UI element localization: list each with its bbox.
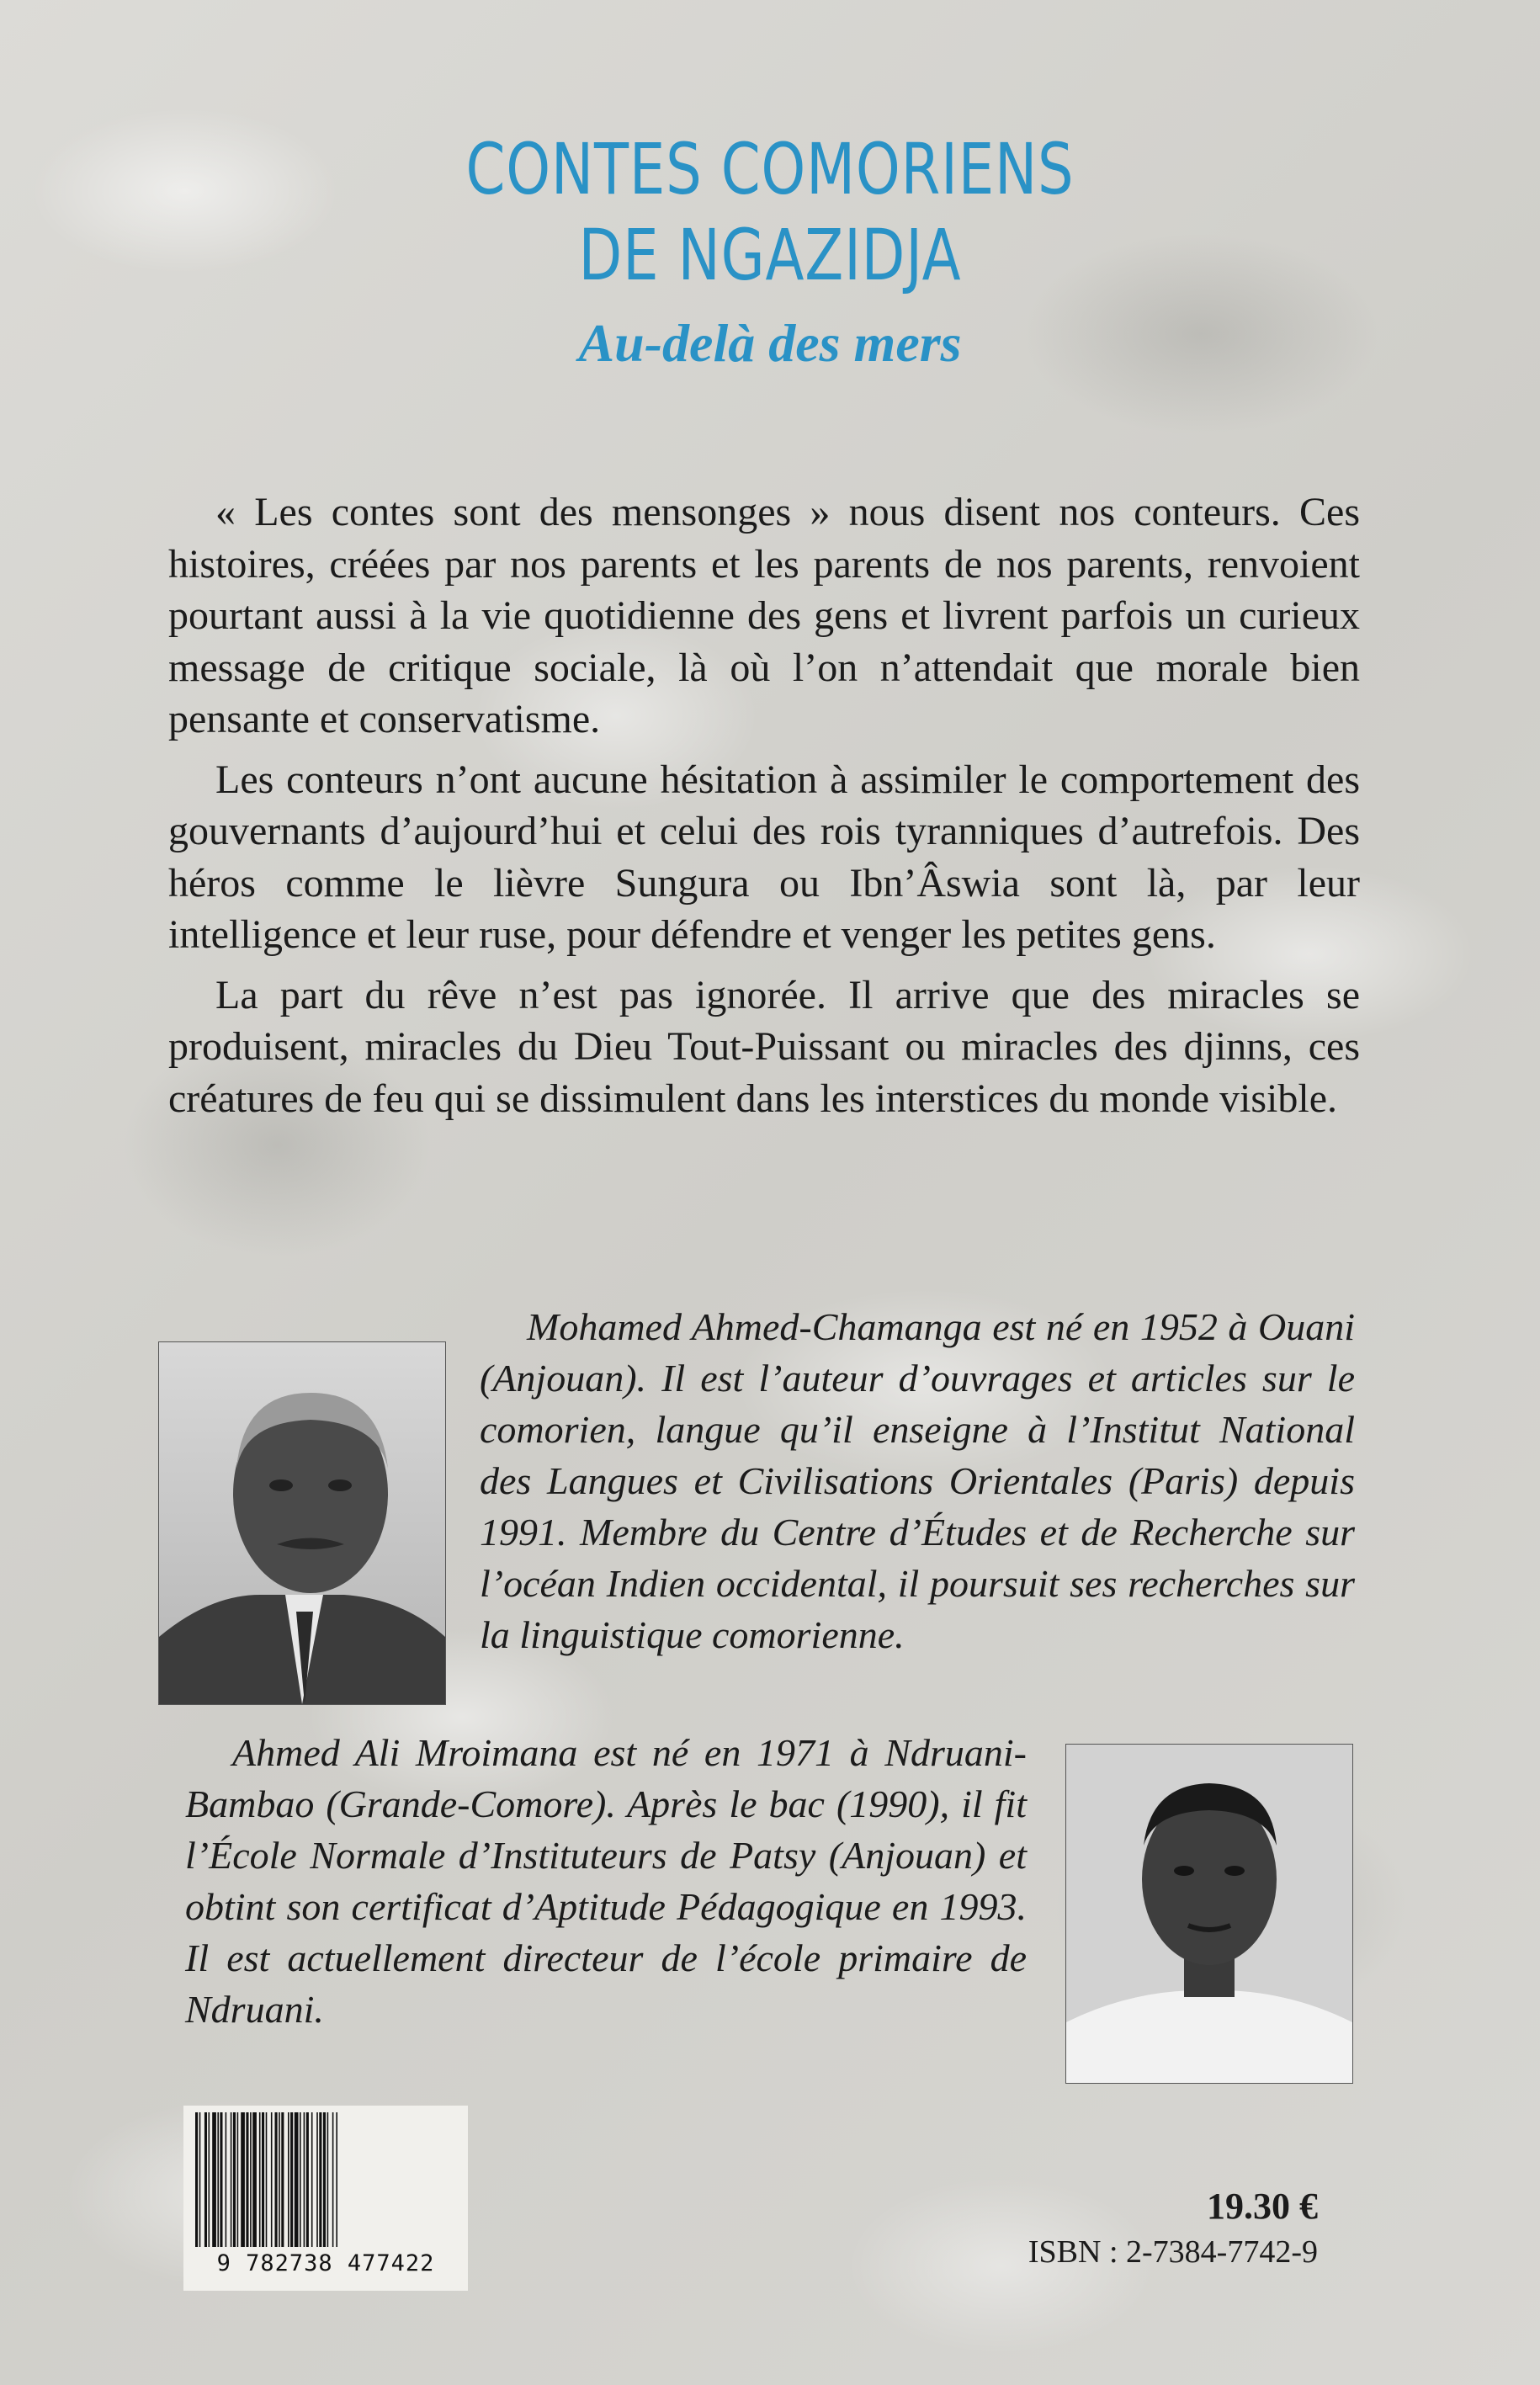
author-2-photo: [1065, 1744, 1353, 2084]
barcode-bar: [316, 2112, 318, 2247]
subtitle: Au-delà des mers: [578, 313, 962, 373]
isbn-barcode: [183, 2106, 468, 2291]
barcode-bar: [295, 2112, 299, 2247]
summary-text: [168, 486, 1360, 1133]
author-2-bio-text: Ahmed Ali Mroimana est né en 1971 à Ndruani-Bambao (Grande-Comore). Après le bac (1990), il fit l’École Normale d’Instituteurs de Patsy (Anjouan) et obtint son certificat d’Aptitude Pédagogique en 1993. Il est actuellement directeur de l’école primaire de Ndruani.: [185, 1731, 1027, 2031]
barcode-bar: [327, 2112, 329, 2247]
isbn-number: ISBN : 2-7384-7742-9: [1028, 2234, 1318, 2270]
barcode-bar: [290, 2112, 293, 2247]
title-line-2: DE NGAZIDJA: [578, 214, 962, 296]
barcode-bar: [332, 2112, 334, 2247]
barcode-bar: [233, 2112, 236, 2247]
barcode-bar: [217, 2112, 219, 2247]
barcode-bar: [266, 2112, 268, 2247]
barcode-bar: [288, 2112, 289, 2247]
author-1-bio-text: Mohamed Ahmed-Chamanga est né en 1952 à Ouani (Anjouan). Il est l’auteur d’ouvrages et articles sur le comorien, langue qu’il enseigne à l’Institut National des Langues et Civilisations Orientales (Paris) depuis 1991. Membre du Centre d’Études et de Recherche sur l’océan Indien occidental, il poursuit ses recherches sur la linguistique comorienne.: [480, 1305, 1355, 1656]
barcode-bar: [246, 2112, 248, 2247]
barcode-digits: 9 782738 477422: [216, 2250, 435, 2276]
barcode-bar: [304, 2112, 305, 2247]
price: 19.30 €: [1207, 2186, 1318, 2227]
barcode-bar: [204, 2112, 207, 2247]
barcode-bar: [275, 2112, 278, 2247]
barcode-bar: [220, 2112, 222, 2247]
barcode-bar: [259, 2112, 261, 2247]
barcode-bar: [231, 2112, 232, 2247]
title-line-1: CONTES COMORIENS: [465, 128, 1075, 210]
summary-paragraph: La part du rêve n’est pas ignorée. Il arrive que des miracles se produisent, miracles du Dieu Tout-Puissant ou miracles des djinns, ces créatures de feu qui se dissimulent dans les interstices du monde visible.: [168, 972, 1360, 1121]
barcode-bar: [241, 2112, 245, 2247]
barcode-bar: [212, 2112, 216, 2247]
barcode-bar: [226, 2112, 227, 2247]
barcode-bar: [281, 2112, 284, 2247]
barcode-bar: [319, 2112, 321, 2247]
summary-paragraph: Les conteurs n’ont aucune hésitation à assimiler le comportement des gouvernants d’aujourd’hui et celui des rois tyranniques d’autrefois. Des héros comme le lièvre Sungura ou Ibn’Âswia sont là, par leur intelligence et leur ruse, pour défendre et venger les petites gens.: [168, 757, 1360, 957]
barcode-bar: [195, 2112, 198, 2247]
barcode-bar: [237, 2112, 239, 2247]
barcode-bar: [323, 2112, 326, 2247]
author-1-photo: [158, 1341, 446, 1705]
barcode-bar: [262, 2112, 264, 2247]
barcode-bar: [250, 2112, 252, 2247]
summary-paragraph: « Les contes sont des mensonges » nous disent nos conteurs. Ces histoires, créées par nos parents et les parents de nos parents, renvoient pourtant aussi à la vie quotidienne des gens et livrent parfois un curieux message de critique sociale, là où l’on n’attendait que morale bien pensante et conservatisme.: [168, 490, 1360, 741]
barcode-bar: [199, 2112, 201, 2247]
barcode-bar: [209, 2112, 210, 2247]
author-2-bio: [185, 1727, 1027, 2035]
barcode-bar: [252, 2112, 257, 2247]
barcode-bar: [336, 2112, 337, 2247]
barcode-bar: [300, 2112, 301, 2247]
barcode-bar: [279, 2112, 280, 2247]
barcode-bar: [311, 2112, 313, 2247]
cover-title-block: [0, 126, 1540, 377]
author-1-bio: [480, 1301, 1355, 1660]
barcode-bar: [306, 2112, 309, 2247]
barcode-bar: [271, 2112, 273, 2247]
